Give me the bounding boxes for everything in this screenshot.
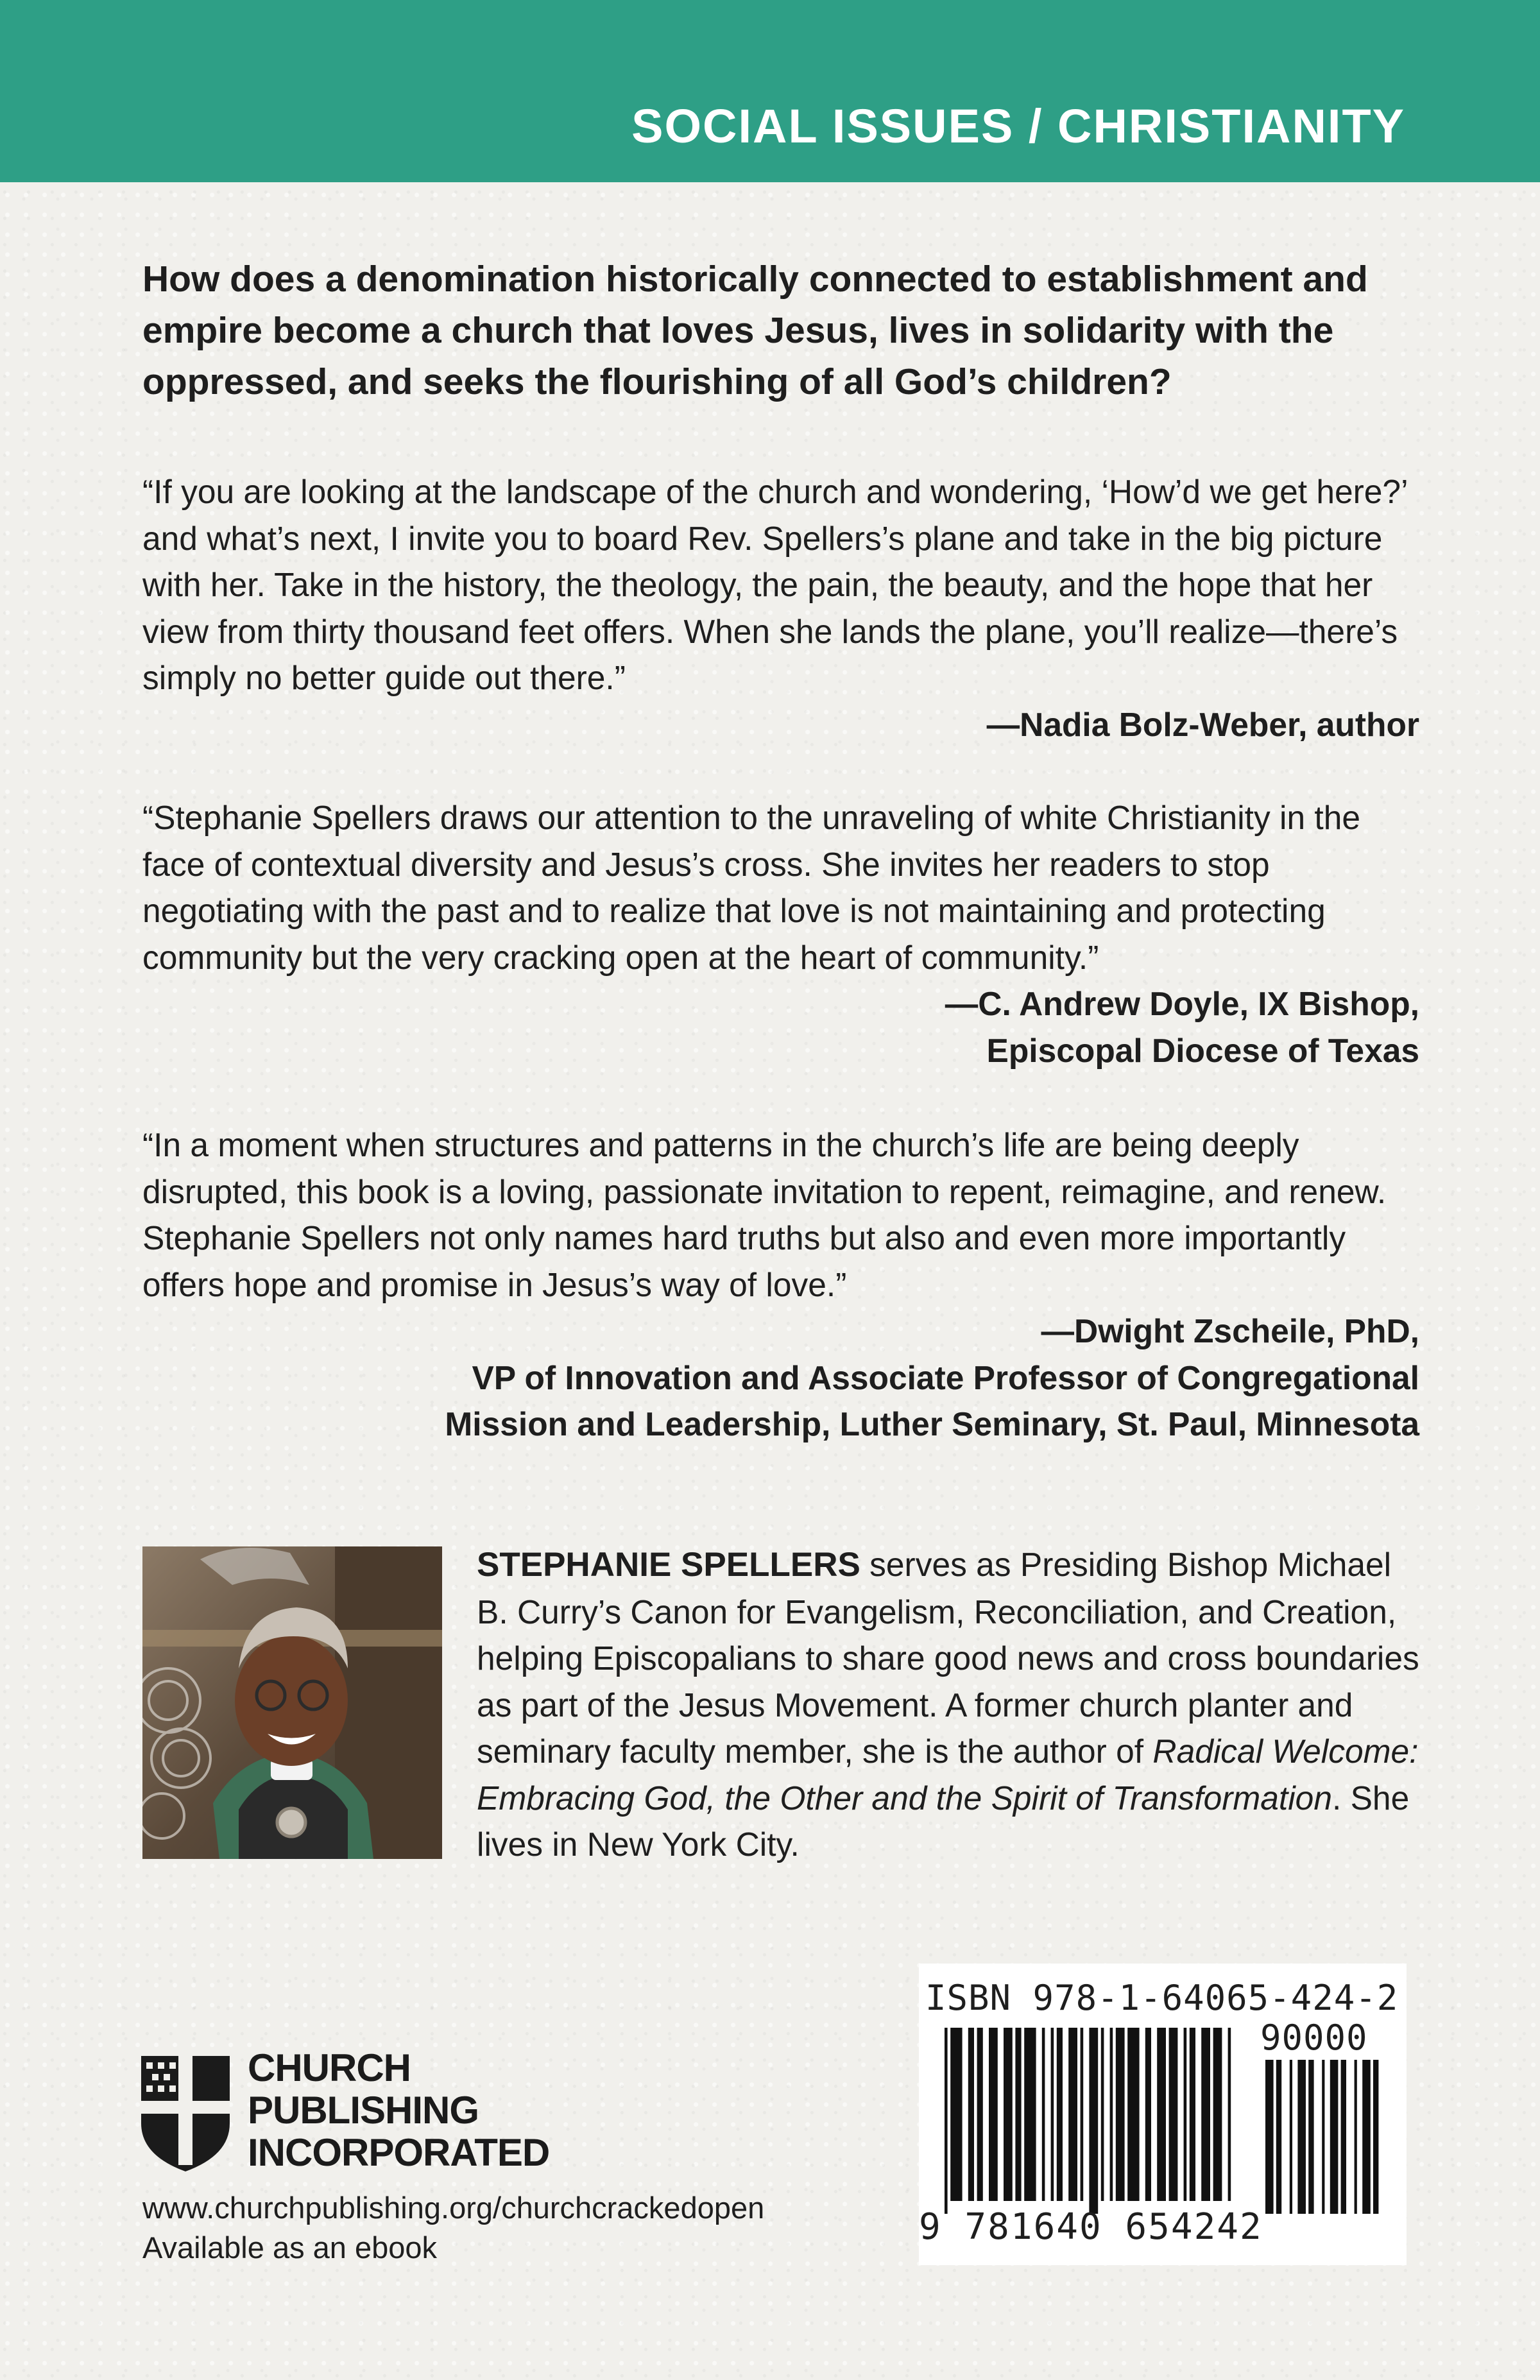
quote-text: “In a moment when structures and patterns in the church’s life are being deeply disrupted, this book is a loving, passionate invitation to repent, reimagine, and renew. Stephanie Spellers not only names hard truths but also and even more importantly offers hope and promise in Jesus’s way of love.” (142, 1126, 1387, 1303)
publisher-footer (142, 2188, 764, 2268)
endorsement-quote (142, 794, 1419, 1074)
quote-attribution: Mission and Leadership, Luther Seminary, St. Paul, Minnesota (445, 1405, 1419, 1443)
ebook-note: Available as an ebook (142, 2230, 438, 2264)
episcopal-shield-icon (141, 2056, 230, 2171)
lead-question: How does a denomination historically connected to establishment and empire become a church that loves Jesus, lives in solidarity with the oppressed, and seeks the flourishing of all God’s children? (142, 259, 1368, 402)
publisher-website[interactable]: www.churchpublishing.org/churchcrackedopen (142, 2191, 765, 2225)
isbn-barcode (919, 1964, 1407, 2265)
ean-number: 9 781640 654242 (919, 2206, 1263, 2248)
quote-attribution: —C. Andrew Doyle, IX Bishop, (945, 985, 1419, 1022)
bio-text: . She lives in New York City. (477, 1779, 1410, 1863)
book-title: Radical Welcome: Embracing God, the Other and the Spirit of Transformation (477, 1733, 1419, 1817)
quote-text: “Stephanie Spellers draws our attention to the unraveling of white Christianity in the face of contextual diversity and Jesus’s cross. She invites her readers to stop negotiating with the past and to realize that love is not maintaining and protecting community but the very cracking open at the heart of community.” (142, 799, 1360, 976)
quote-text: “If you are looking at the landscape of the church and wondering, ‘How’d we get here?’ and what’s next, I invite you to board Rev. Spellers’s plane and take in the big picture with her. Take in the history, the theology, the pain, the beauty, and the hope that her view from thirty thousand feet offers. When she lands the plane, you’ll realize—there’s simply no better guide out there.” (142, 473, 1407, 696)
publisher-name (248, 2047, 549, 2174)
quote-attribution: —Nadia Bolz-Weber, author (986, 705, 1419, 743)
publisher-name-line: CHURCH (248, 2046, 411, 2089)
publisher-name-line: INCORPORATED (248, 2131, 550, 2174)
publisher-logo (141, 2047, 578, 2175)
author-photo (142, 1546, 442, 1859)
quote-attribution: —Dwight Zscheile, PhD, (1041, 1312, 1419, 1349)
isbn-number: ISBN 978-1-64065-424-2 (925, 1978, 1399, 2018)
price-code: 90000 (1260, 2017, 1368, 2058)
quote-attribution: VP of Innovation and Associate Professor of Congregational (472, 1358, 1419, 1396)
endorsement-quote (142, 468, 1419, 748)
author-bio (477, 1541, 1423, 1868)
category-band (0, 0, 1540, 182)
endorsement-quote (142, 1122, 1419, 1448)
bio-text: serves as Presiding Bishop Michael B. Curry’s Canon for Evangelism, Reconciliation, and Creation, helping Episcopalians to share good news and cross boundaries as part of the Jesus Movement. A former church planter and seminary faculty member, she is the author of (477, 1546, 1419, 1770)
author-name: STEPHANIE SPELLERS (477, 1546, 860, 1584)
publisher-name-line: PUBLISHING (248, 2089, 479, 2132)
quote-attribution: Episcopal Diocese of Texas (986, 1031, 1419, 1069)
category-label: SOCIAL ISSUES / CHRISTIANITY (631, 99, 1405, 153)
